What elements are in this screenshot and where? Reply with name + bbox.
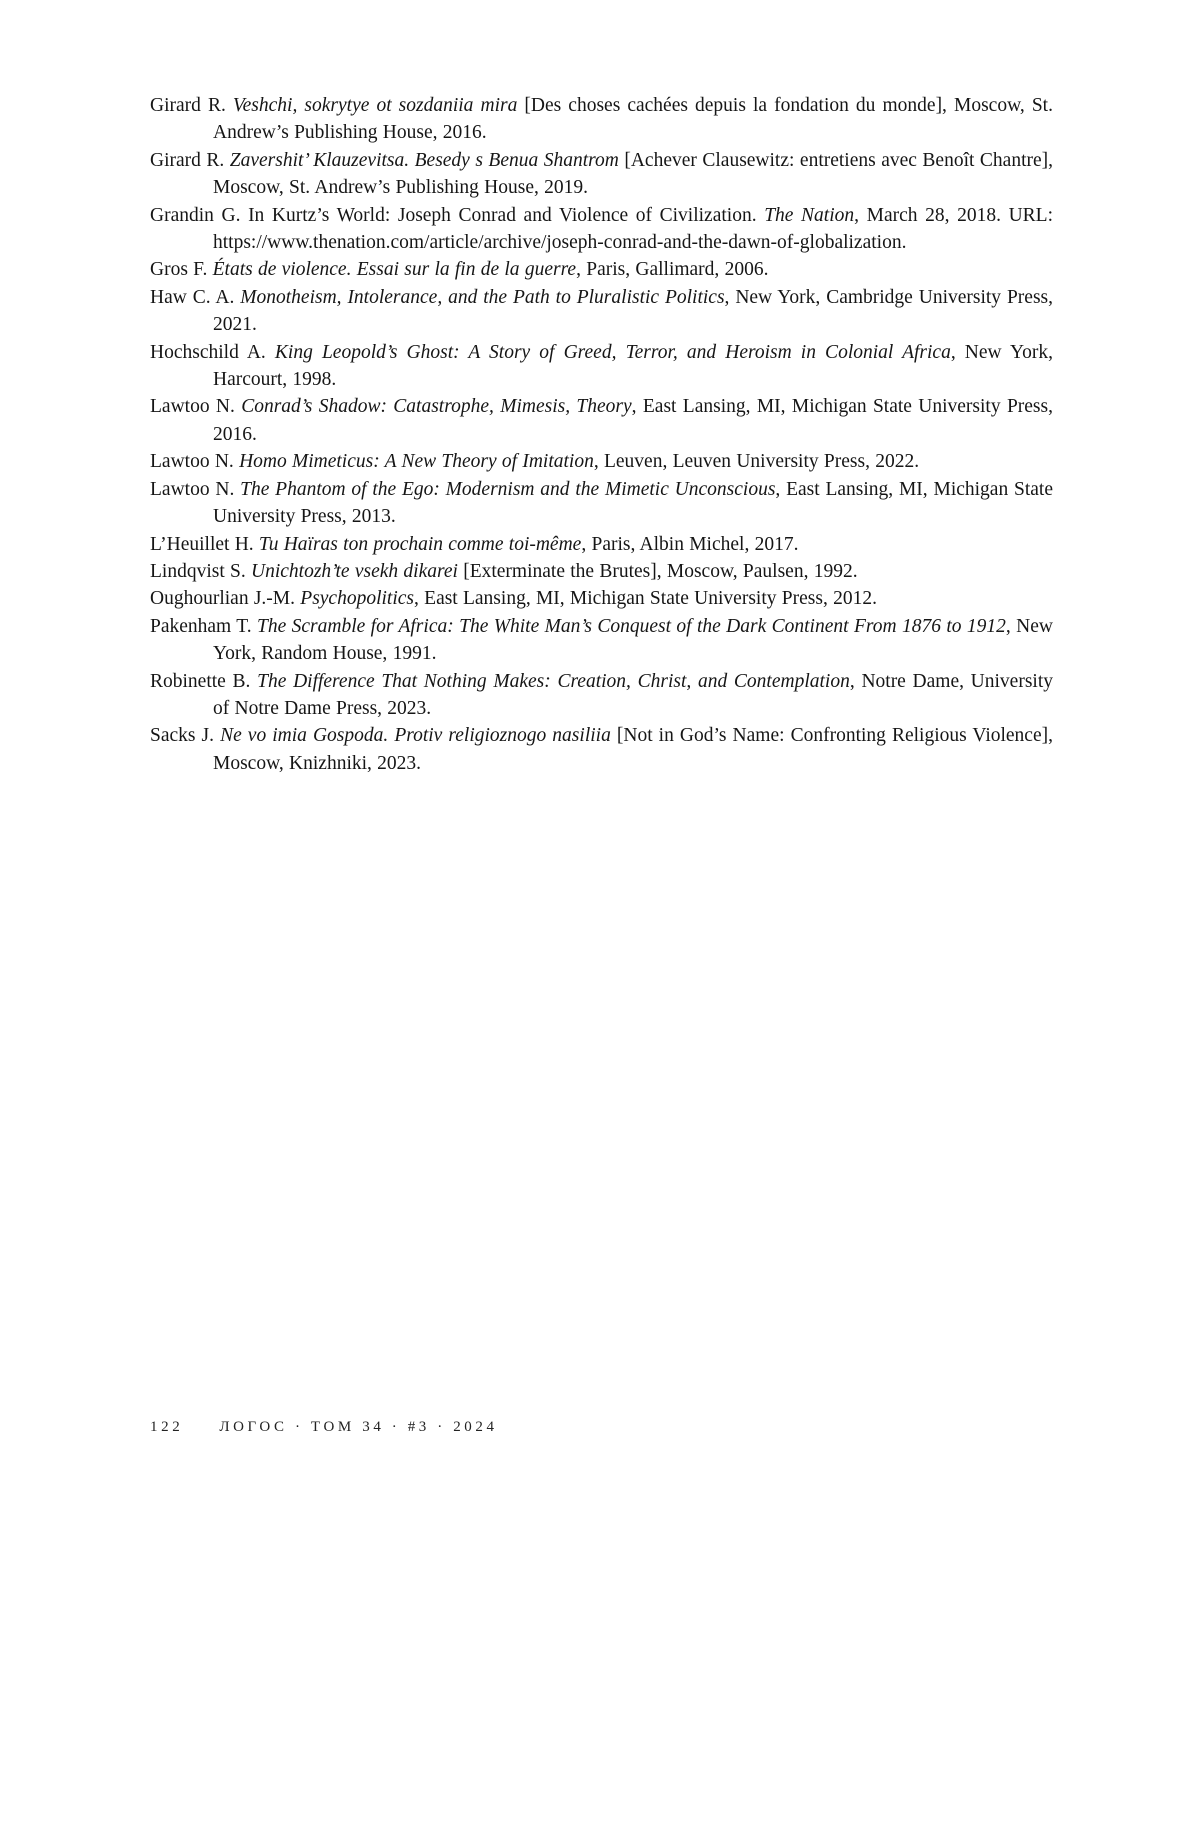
reference-text: Haw C. A. bbox=[150, 286, 241, 308]
reference-text: Girard R. bbox=[150, 149, 230, 171]
reference-text: , Paris, Albin Michel, 2017. bbox=[581, 533, 799, 555]
reference-title: États de violence. Essai sur la fin de la guerre bbox=[212, 259, 577, 281]
reference-title: King Leopold’s Ghost: A Story of Greed, Terror, and Heroism in Colonial Africa bbox=[274, 341, 951, 363]
reference-entry bbox=[150, 202, 1053, 257]
reference-entry bbox=[150, 722, 1053, 777]
reference-text: Oughourlian J.-M. bbox=[150, 588, 301, 610]
reference-text: , East Lansing, MI, Michigan State University Press, 2012. bbox=[414, 588, 877, 610]
reference-text: Grandin G. In Kurtz’s World: Joseph Conrad and Violence of Civilization. bbox=[150, 204, 765, 226]
reference-text: , New York, Cambridge University Press, 2021. bbox=[213, 286, 1053, 336]
reference-text: Gros F. bbox=[150, 259, 213, 281]
reference-title: Ne vo imia Gospoda. Protiv religioznogo nasiliia bbox=[220, 725, 611, 747]
reference-entry bbox=[150, 668, 1053, 723]
reference-title: Tu Haïras ton prochain comme toi-même bbox=[258, 533, 582, 555]
reference-text: [Not in God’s Name: Confronting Religious Violence], Moscow, Knizhniki, 2023. bbox=[213, 725, 1053, 774]
reference-text: Lawtoo N. bbox=[150, 478, 241, 500]
reference-entry bbox=[150, 393, 1053, 448]
reference-entry bbox=[150, 531, 1053, 558]
reference-title: Conrad’s Shadow: Catastrophe, Mimesis, Theory bbox=[241, 396, 632, 418]
reference-text: Hochschild A. bbox=[150, 341, 275, 363]
reference-text: [Des choses cachées depuis la fondation du monde], Moscow, St. Andrew’s Publishing House, 2016. bbox=[213, 95, 1053, 144]
reference-title: Homo Mimeticus: A New Theory of Imitation bbox=[239, 451, 594, 473]
reference-text: , New York, Harcourt, 1998. bbox=[213, 341, 1054, 391]
reference-entry bbox=[150, 284, 1053, 339]
reference-text: , Paris, Gallimard, 2006. bbox=[576, 259, 769, 281]
reference-text: , East Lansing, MI, Michigan State University Press, 2016. bbox=[213, 396, 1053, 445]
journal-footer-line: ЛОГОС · ТОМ 34 · #3 · 2024 bbox=[219, 1419, 498, 1435]
page-number: 122 bbox=[150, 1419, 184, 1435]
reference-entry bbox=[150, 585, 1053, 612]
reference-entry bbox=[150, 476, 1053, 531]
reference-text: Girard R. bbox=[150, 95, 233, 116]
reference-entry bbox=[150, 147, 1053, 202]
reference-entry bbox=[150, 339, 1053, 394]
reference-entry bbox=[150, 558, 1053, 585]
reference-entry bbox=[150, 448, 1053, 475]
reference-text: Pakenham T. bbox=[150, 615, 257, 637]
reference-text: , New York, Random House, 1991. bbox=[213, 615, 1053, 665]
reference-text: [Achever Clausewitz: entretiens avec Benoît Chantre], Moscow, St. Andrew’s Publishing House, 2019. bbox=[213, 149, 1054, 199]
reference-text: [Exterminate the Brutes], Moscow, Paulsen, 1992. bbox=[457, 560, 858, 582]
reference-text: , East Lansing, MI, Michigan State University Press, 2013. bbox=[213, 478, 1054, 528]
reference-title: Zavershit’ Klauzevitsa. Besedy s Benua Shantrom bbox=[229, 149, 619, 171]
reference-entry bbox=[150, 613, 1053, 668]
reference-text: , Notre Dame, University of Notre Dame Press, 2023. bbox=[213, 670, 1054, 719]
reference-title: The Phantom of the Ego: Modernism and the Mimetic Unconscious bbox=[240, 478, 776, 500]
page-footer bbox=[150, 1419, 498, 1436]
reference-text: , Leuven, Leuven University Press, 2022. bbox=[593, 451, 920, 473]
reference-title: The Difference That Nothing Makes: Creation, Christ, and Contemplation bbox=[257, 670, 850, 692]
reference-entry bbox=[150, 92, 1053, 147]
reference-text: Lawtoo N. bbox=[150, 451, 240, 473]
reference-text: Lindqvist S. bbox=[150, 560, 252, 582]
reference-title: Unichtozh’te vsekh dikarei bbox=[251, 560, 458, 582]
reference-text: , March 28, 2018. URL: https://www.thenation.com/article/archive/joseph-conrad-and-the-dawn-of-globalization. bbox=[213, 204, 1053, 254]
reference-entry bbox=[150, 256, 1053, 283]
reference-title: Psychopolitics bbox=[300, 588, 415, 610]
reference-text: L’Heuillet H. bbox=[150, 533, 259, 555]
reference-text: Robinette B. bbox=[150, 670, 258, 692]
reference-text: Lawtoo N. bbox=[150, 396, 242, 418]
reference-title: Veshchi, sokrytye ot sozdaniia mira bbox=[232, 95, 518, 116]
reference-title: The Scramble for Africa: The White Man’s Conquest of the Dark Continent From 1876 to 1912 bbox=[257, 615, 1006, 637]
references-list bbox=[150, 92, 1053, 777]
reference-text: Sacks J. bbox=[150, 725, 221, 747]
reference-title: Monotheism, Intolerance, and the Path to Pluralistic Politics bbox=[240, 286, 725, 308]
reference-title: The Nation bbox=[764, 204, 855, 226]
